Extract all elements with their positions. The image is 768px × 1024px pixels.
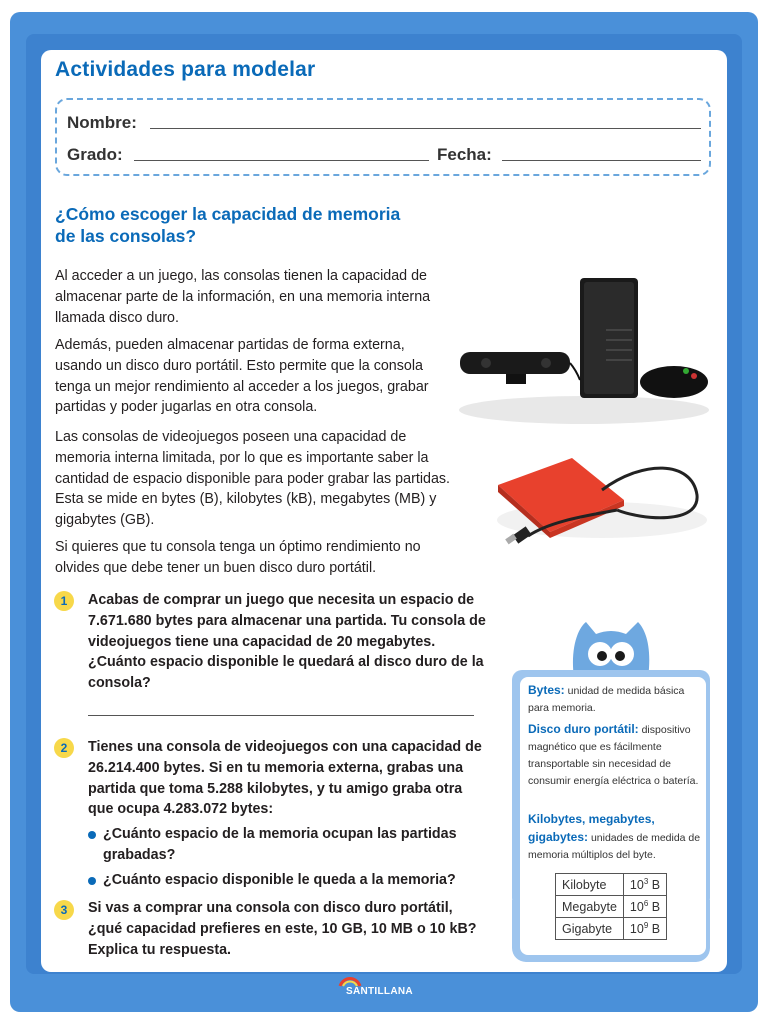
glossary-definition: dispositivo magnético que es fácilmente transportable sin necesidad de consumir energía eléctrica o batería. [528,724,699,787]
grade-field[interactable] [134,160,429,161]
glossary-entry [528,811,704,864]
hard-drive-image [492,440,712,550]
date-label: Fecha: [437,145,492,164]
paragraph-1: Al acceder a un juego, las consolas tienen la capacidad de almacenar parte de la información, en una memoria interna llamada disco duro. [55,268,431,326]
units-table [555,873,667,940]
glossary-definition: unidades de medida de memoria múltiplos del byte. [528,832,701,861]
grade-label: Grado: [67,145,123,164]
question-bullet: ¿Cuánto espacio disponible le queda a la memoria? [103,872,456,888]
answer-line[interactable] [88,715,474,716]
glossary-term: Kilobytes, megabytes, gigabytes: [528,812,655,844]
unit-value: $10^9$ B [623,918,666,940]
paragraph-3: Las consolas de videojuegos poseen una capacidad de memoria interna limitada, por lo que es importante saber la cantidad de espacio disponible para poder grabar las partidas. Esta se mide en bytes (B), kilobytes (kB), megabytes (MB) y gigabytes (GB). [55,429,451,529]
glossary-entry [528,682,704,717]
page-title: Actividades para modelar [55,58,316,81]
console-image [456,270,712,430]
question-number: 2 [54,738,74,758]
glossary-definition: unidad de medida básica para memoria. [528,685,685,714]
question-text: Si vas a comprar una consola con disco duro portátil, ¿qué capacidad prefieres en este, 10 GB, 10 MB o 10 kB? Explica tu respuesta. [88,900,477,958]
question-number: 1 [54,591,74,611]
table-row [556,918,667,940]
student-info-box [55,98,711,176]
date-field[interactable] [502,160,701,161]
unit-value: $10^6$ B [623,896,666,918]
glossary-term: Disco duro portátil: [528,722,639,736]
question-bullet: ¿Cuánto espacio de la memoria ocupan las partidas grabadas? [103,826,457,863]
question-text: Tienes una consola de videojuegos con una capacidad de 26.214.400 bytes. Si en tu memoria externa, grabas una partida que toma 5.288 kilobytes, y tu amigo graba otra que ocupa 4.283.072 bytes: [88,739,482,818]
table-row [556,896,667,918]
paragraph-4: Si quieres que tu consola tenga un óptimo rendimiento no olvides que debe tener un buen disco duro portátil. [55,539,421,576]
bullet-icon [88,831,96,839]
glossary-term: Bytes: [528,683,565,697]
unit-name: Megabyte [556,896,624,918]
name-label: Nombre: [67,113,137,132]
question-text: Acabas de comprar un juego que necesita un espacio de 7.671.680 bytes para almacenar una partida. Tu consola de videojuegos tiene una capacidad de 20 megabytes. ¿Cuánto espacio disponible le quedará al disco duro de la consola? [88,592,486,692]
question-number: 3 [54,900,74,920]
unit-name: Kilobyte [556,874,624,896]
glossary-entry [528,721,704,790]
table-row [556,874,667,896]
unit-value: $10^3$ B [623,874,666,896]
unit-name: Gigabyte [556,918,624,940]
name-field[interactable] [150,128,701,129]
publisher-logo-text: SANTILLANA [346,986,413,997]
bullet-icon [88,877,96,885]
owl-mascot-icon [566,618,656,678]
section-title: ¿Cómo escoger la capacidad de memoria de las consolas? [55,204,401,246]
paragraph-2: Además, pueden almacenar partidas de forma externa, usando un disco duro portátil. Esto permite que la consola tenga un mejor rendimiento al acceder a los juegos, grabar partidas y poder jugarlas en otra consola. [55,337,429,416]
